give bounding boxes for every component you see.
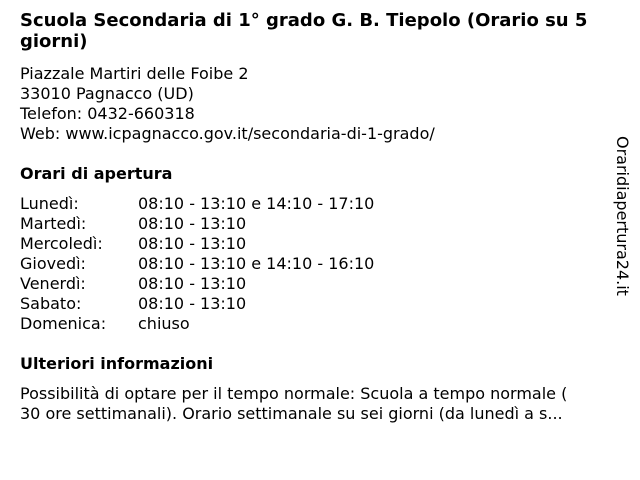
- phone-number: Telefon: 0432-660318: [20, 104, 195, 123]
- hours-row-tuesday: [20, 214, 374, 234]
- info-text: [20, 384, 620, 424]
- street-address: Piazzale Martiri delle Foibe 2: [20, 64, 249, 83]
- city-address: 33010 Pagnacco (UD): [20, 84, 194, 103]
- time-value: 08:10 - 13:10: [138, 294, 247, 313]
- hours-row-thursday: [20, 254, 374, 274]
- opening-hours-table: [20, 194, 374, 334]
- time-value: 08:10 - 13:10 e 14:10 - 16:10: [138, 254, 375, 273]
- page-title: Scuola Secondaria di 1° grado G. B. Tiepolo (Orario su 5 giorni): [20, 10, 588, 52]
- hours-row-sunday: [20, 314, 374, 334]
- hours-heading: Orari di apertura: [20, 164, 173, 183]
- day-label: Mercoledì:: [20, 234, 103, 253]
- day-label: Martedì:: [20, 214, 87, 233]
- day-label: Domenica:: [20, 314, 107, 333]
- day-label: Giovedì:: [20, 254, 86, 273]
- time-value: 08:10 - 13:10: [138, 214, 247, 233]
- site-watermark: Oraridiapertura24.it: [613, 136, 632, 296]
- info-heading: Ulteriori informazioni: [20, 354, 214, 373]
- time-value: 08:10 - 13:10 e 14:10 - 17:10: [138, 194, 375, 213]
- day-label: Venerdì:: [20, 274, 86, 293]
- website-link: Web: www.icpagnacco.gov.it/secondaria-di-1-grado/: [20, 124, 435, 143]
- day-label: Sabato:: [20, 294, 82, 313]
- hours-row-saturday: [20, 294, 374, 314]
- time-value: 08:10 - 13:10: [138, 274, 247, 293]
- info-line: Possibilità di optare per il tempo normale: Scuola a tempo normale (: [20, 384, 568, 403]
- time-value: 08:10 - 13:10: [138, 234, 247, 253]
- day-label: Lunedì:: [20, 194, 79, 213]
- time-value: chiuso: [138, 314, 190, 333]
- hours-row-monday: [20, 194, 374, 214]
- hours-row-wednesday: [20, 234, 374, 254]
- address-block: [20, 64, 610, 144]
- info-line: 30 ore settimanali). Orario settimanale su sei giorni (da lunedì a s...: [20, 404, 563, 423]
- hours-row-friday: [20, 274, 374, 294]
